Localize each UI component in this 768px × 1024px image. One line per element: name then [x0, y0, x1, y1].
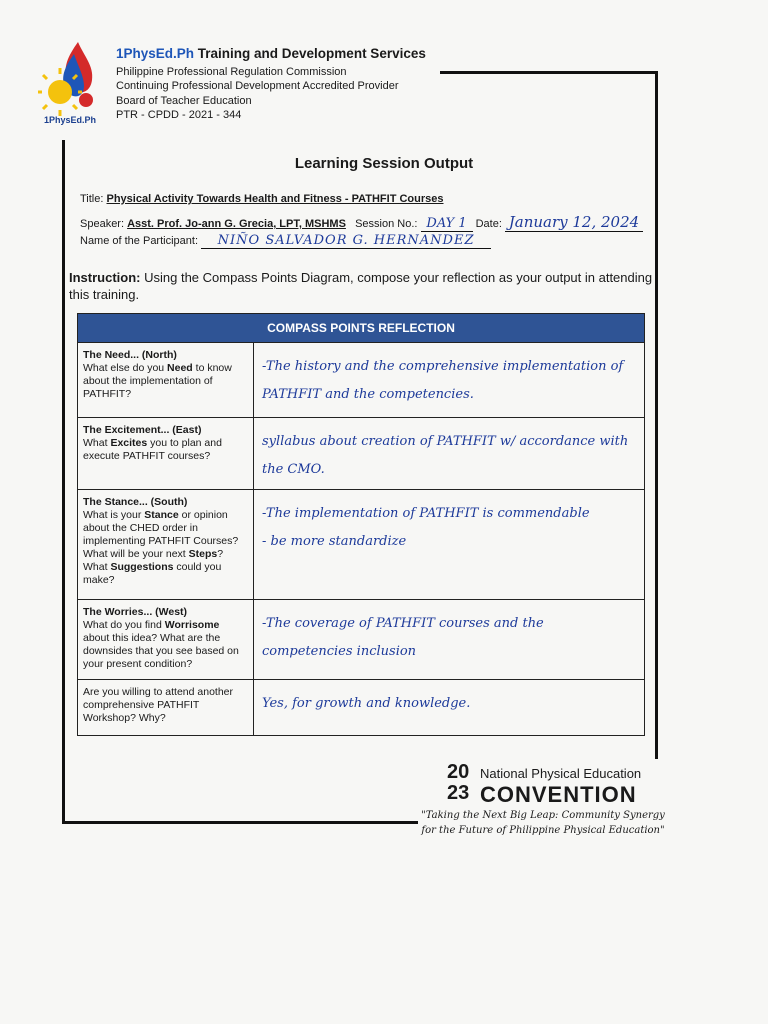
- question-east: [78, 418, 254, 489]
- heading-south: The Stance... (South): [83, 496, 188, 508]
- org-line-cpd: Continuing Professional Development Accredited Provider: [116, 80, 399, 92]
- table-row-north: [78, 342, 644, 417]
- question-keyword: Suggestions: [110, 561, 174, 573]
- question-keyword: Stance: [144, 509, 179, 521]
- question-keyword: Worrisome: [164, 619, 220, 631]
- table-row-willing: [78, 679, 644, 735]
- answer-west: -The coverage of PATHFIT courses and the competencies inclusion: [262, 616, 544, 659]
- question-text: could you make?: [83, 561, 222, 586]
- participant-value: NIÑO SALVADOR G. HERNANDEZ: [201, 233, 491, 249]
- title-label: Title:: [80, 193, 104, 205]
- question-keyword: Steps: [188, 548, 218, 560]
- org-title: [116, 47, 426, 62]
- org-line-board: Board of Teacher Education: [116, 94, 252, 107]
- logo-icon: [38, 38, 110, 124]
- table-row-south: [78, 489, 644, 599]
- frame-line-top: [440, 71, 656, 74]
- question-keyword: Need: [167, 362, 193, 374]
- title-value: Physical Activity Towards Health and Fitness - PATHFIT Courses: [106, 193, 444, 205]
- question-text: you to plan and execute PATHFIT courses?: [83, 437, 222, 462]
- question-willing: Are you willing to attend another comprehensive PATHFIT Workshop? Why?: [78, 680, 254, 735]
- year-bottom: 23: [447, 782, 470, 804]
- participant-label: Name of the Participant:: [80, 235, 199, 247]
- answer-east: syllabus about creation of PATHFIT w/ accordance with the CMO.: [262, 434, 629, 477]
- answer-willing: Yes, for growth and knowledge.: [262, 696, 471, 711]
- heading-west: The Worries... (West): [83, 606, 188, 618]
- frame-line-left: [62, 140, 65, 823]
- speaker-value: Asst. Prof. Jo-ann G. Grecia, LPT, MSHMS: [127, 218, 346, 230]
- page-title: Learning Session Output: [294, 155, 474, 172]
- instruction-label: Instruction:: [69, 270, 141, 285]
- convention-tagline: [418, 808, 668, 838]
- convention-line-2: CONVENTION: [480, 782, 637, 807]
- table-row-west: [78, 599, 644, 679]
- instruction-text: Using the Compass Points Diagram, compose your reflection as your output in attending this training.: [69, 270, 653, 302]
- frame-line-right: [655, 71, 658, 759]
- heading-east: The Excitement... (East): [83, 424, 202, 436]
- question-text: about this idea? What are the downsides that you see based on your present condition?: [83, 632, 239, 670]
- org-info: [116, 47, 426, 123]
- question-text: to know about the implementation of PATHFIT?: [83, 362, 232, 400]
- logo-caption: 1PhysEd.Ph: [44, 115, 97, 125]
- session-value: DAY 1: [421, 216, 473, 232]
- org-line-prc: Philippine Professional Regulation Commission: [116, 65, 347, 78]
- table-row-east: [78, 417, 644, 489]
- frame-line-bottom: [62, 821, 418, 824]
- answer-south: [254, 490, 644, 599]
- title-row: [80, 193, 444, 205]
- question-text: ? What: [83, 548, 224, 573]
- question-north: [78, 343, 254, 417]
- instruction: [69, 269, 659, 303]
- org-line-ptr: PTR - CPDD - 2021 - 344: [116, 109, 242, 121]
- heading-north: The Need... (North): [83, 349, 177, 361]
- org-brand: 1PhysEd.Ph: [116, 46, 195, 61]
- date-label: Date:: [475, 218, 502, 230]
- table-header: COMPASS POINTS REFLECTION: [78, 314, 644, 342]
- answer-north: -The history and the comprehensive implementation of PATHFIT and the competencies.: [262, 359, 624, 402]
- answer-south-line-2: - be more standardize: [262, 534, 407, 549]
- tagline-line-1: "Taking the Next Big Leap: Community Synergy: [421, 810, 665, 821]
- question-text: What else do you: [83, 362, 168, 374]
- session-label: Session No.:: [355, 218, 418, 230]
- date-value: January 12, 2024: [505, 213, 643, 232]
- question-text: What: [83, 437, 111, 449]
- question-south: [78, 490, 254, 599]
- participant-row: [80, 233, 491, 249]
- convention-line-1: National Physical Education: [480, 766, 642, 781]
- answer-south-line-1: -The implementation of PATHFIT is commendable: [262, 506, 590, 521]
- speaker-row: [80, 213, 643, 232]
- question-keyword: Excites: [110, 437, 148, 449]
- question-text: What is your: [83, 509, 145, 521]
- org-title-rest: Training and Development Services: [194, 46, 426, 61]
- year-top: 20: [447, 761, 470, 783]
- tagline-line-2: for the Future of Philippine Physical Education": [421, 825, 665, 836]
- question-text: What do you find: [83, 619, 165, 631]
- speaker-label: Speaker:: [80, 218, 125, 230]
- convention-year: [447, 762, 469, 804]
- question-text: or opinion about the CHED order in implementing PATHFIT Courses? What will be your next: [83, 509, 239, 560]
- question-west: [78, 600, 254, 679]
- compass-points-table: [77, 313, 645, 736]
